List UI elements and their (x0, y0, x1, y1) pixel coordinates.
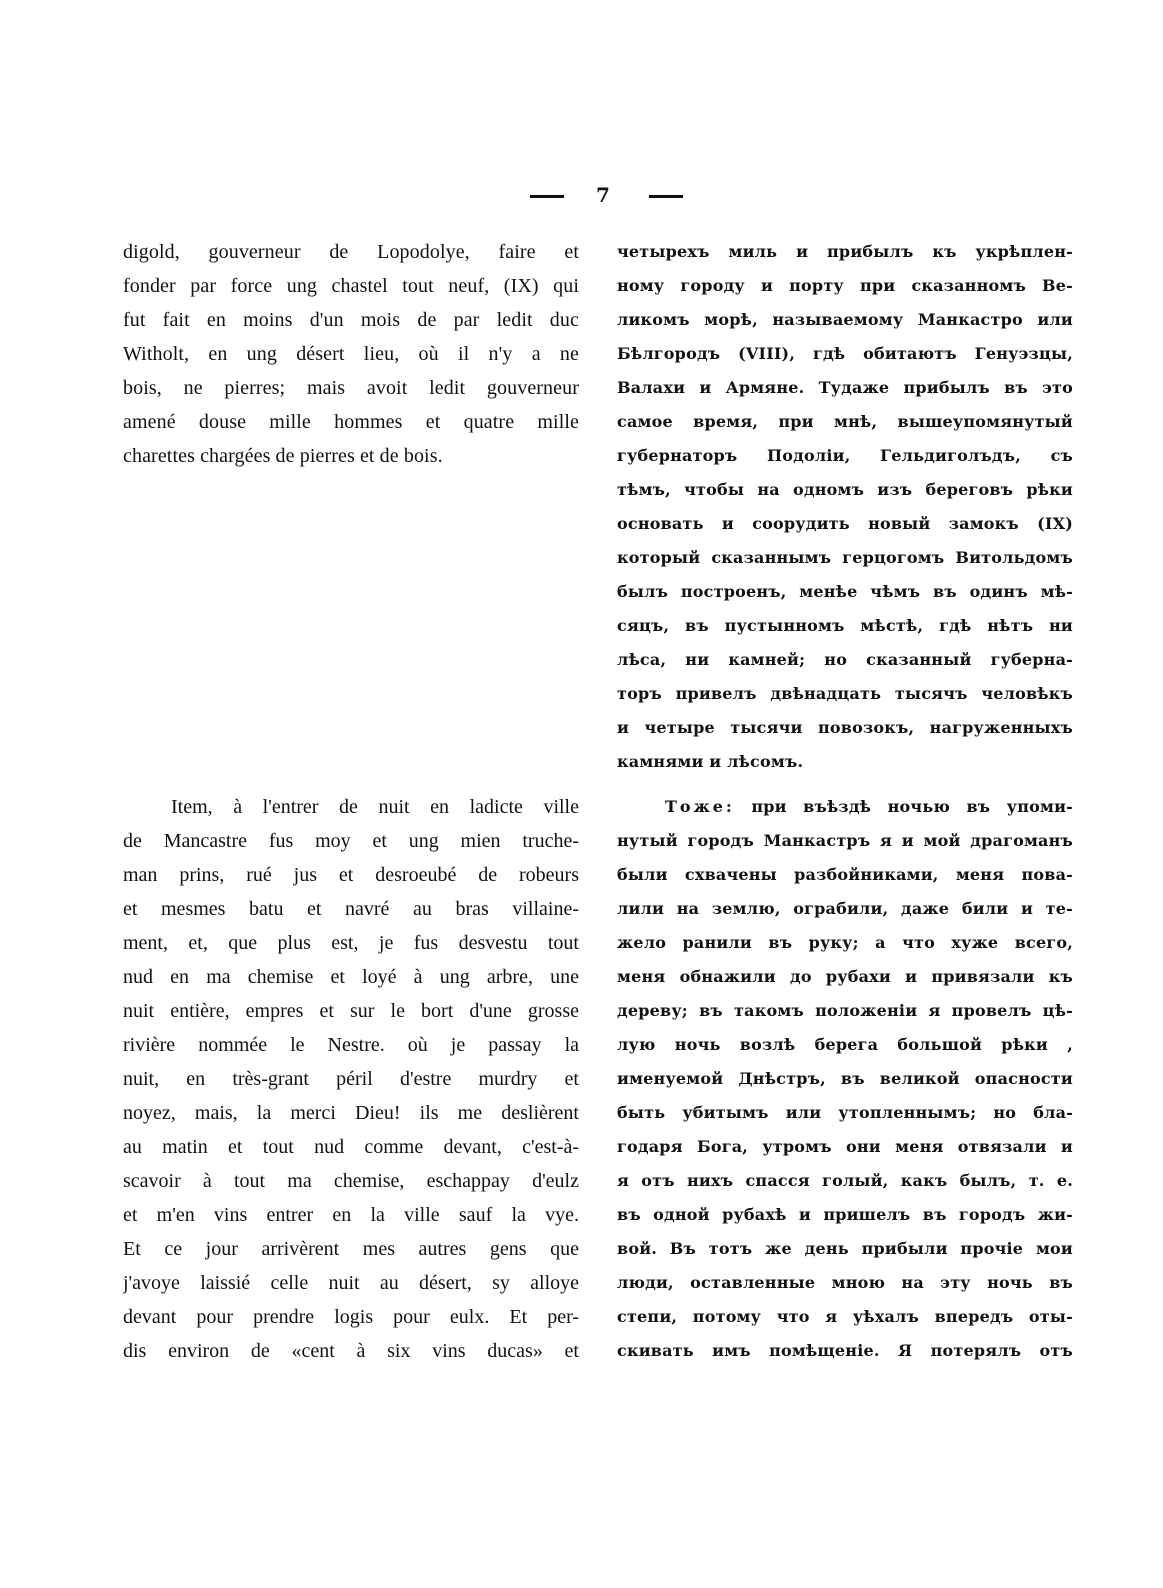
text-line: годаря Бога, утромъ они меня отвязали и (617, 1137, 1073, 1156)
text-line: были схвачены разбойниками, меня пова- (617, 865, 1073, 884)
text-line: nud en ma chemise et loyé à ung arbre, une (123, 966, 579, 988)
text-line: j'avoye laissié celle nuit au désert, sy alloye (123, 1272, 579, 1294)
text-line: степи, потому что я уѣхалъ впередъ оты- (617, 1307, 1073, 1326)
text-line: dis environ de «cent à six vins ducas» et (123, 1340, 579, 1362)
text-line: fonder par force ung chastel tout neuf, (IX) qui (123, 275, 579, 297)
text-line: Бѣлгородъ (VIII), гдѣ обитаютъ Генуэзцы, (617, 344, 1073, 363)
text-line: amené douse mille hommes et quatre mille (123, 411, 579, 433)
page-header (0, 183, 1163, 213)
text-line: меня обнажили до рубахи и привязали къ (617, 967, 1073, 986)
text-line: digold, gouverneur de Lopodolye, faire et (123, 241, 579, 263)
text-line: и четыре тысячи повозокъ, нагруженныхъ (617, 718, 1073, 737)
text-line: scavoir à tout ma chemise, eschappay d'eulz (123, 1170, 579, 1192)
text-line: fut fait en moins d'un mois de par ledit duc (123, 309, 579, 331)
text-line: нутый городъ Манкастръ я и мой драгоманъ (617, 831, 1073, 850)
text-line: вой. Въ тотъ же день прибыли прочіе мои (617, 1239, 1073, 1258)
text-line: man prins, rué jus et desroeubé de robeurs (123, 864, 579, 886)
page-number: 7 (596, 183, 610, 207)
text-line: charettes chargées de pierres et de bois. (123, 445, 443, 467)
text-line: былъ построенъ, менѣе чѣмъ въ одинъ мѣ- (617, 582, 1073, 601)
text-line: камнями и лѣсомъ. (617, 752, 804, 771)
french-column-paragraph-1 (123, 235, 579, 473)
text-line: быть убитымъ или утопленнымъ; но бла- (617, 1103, 1073, 1122)
text-line: губернаторъ Подоліи, Гельдиголъдъ, съ (617, 446, 1073, 465)
text-line: торъ привелъ двѣнадцать тысячъ человѣкъ (617, 684, 1073, 703)
paragraph-lead-word: Тоже: (665, 797, 735, 816)
text-line: лѣса, ни камней; но сказанный губерна- (617, 650, 1073, 669)
text-line: въ одной рубахѣ и пришелъ въ городъ жи- (617, 1205, 1073, 1224)
text-line: самое время, при мнѣ, вышеупомянутый (617, 412, 1073, 431)
text-line: et mesmes batu et navré au bras villaine- (123, 898, 579, 920)
text-line: et m'en vins entrer en la ville sauf la vye. (123, 1204, 579, 1226)
text-line: дереву; въ такомъ положеніи я провелъ цѣ- (617, 1001, 1073, 1020)
text-line: Item, à l'entrer de nuit en ladicte ville (171, 796, 579, 818)
text-line: тѣмъ, чтобы на одномъ изъ береговъ рѣки (617, 480, 1073, 499)
text-line: bois, ne pierres; mais avoit ledit gouverneur (123, 377, 579, 399)
text-line: rivière nommée le Nestre. où je passay la (123, 1034, 579, 1056)
text-line: лили на землю, ограбили, даже били и те- (617, 899, 1073, 918)
text-line: de Mancastre fus moy et ung mien truche- (123, 830, 579, 852)
text-line: ликомъ морѣ, называемому Манкастро или (617, 310, 1073, 329)
text-line: au matin et tout nud comme devant, c'est-à- (123, 1136, 579, 1158)
header-dash-left (530, 195, 564, 198)
text-line: nuit entière, empres et sur le bort d'une grosse (123, 1000, 579, 1022)
text-line: основать и соорудить новый замокъ (IX) (617, 514, 1073, 533)
text-line: сяцъ, въ пустынномъ мѣстѣ, гдѣ нѣтъ ни (617, 616, 1073, 635)
text-line: именуемой Днѣстръ, въ великой опасности (617, 1069, 1073, 1088)
text-line: люди, оставленные мною на эту ночь въ (617, 1273, 1073, 1292)
header-dash-right (649, 195, 683, 198)
text-line: я отъ нихъ спасся голый, какъ былъ, т. е. (617, 1171, 1073, 1190)
text-line: жело ранили въ руку; а что хуже всего, (617, 933, 1073, 952)
text-line (617, 790, 1073, 824)
text-line: ному городу и порту при сказанномъ Ве- (617, 276, 1073, 295)
russian-column-paragraph-1 (617, 235, 1073, 779)
text-line: лую ночь возлѣ берега большой рѣки , (617, 1035, 1073, 1054)
french-column-paragraph-2 (123, 790, 579, 1368)
text-line: Валахи и Армяне. Тудаже прибылъ въ это (617, 378, 1073, 397)
russian-column-paragraph-2 (617, 790, 1073, 1368)
text-line: Et ce jour arrivèrent mes autres gens que (123, 1238, 579, 1260)
text-line: nuit, en très-grant péril d'estre murdry et (123, 1068, 579, 1090)
text-line: Witholt, en ung désert lieu, où il n'y a ne (123, 343, 579, 365)
text-line: devant pour prendre logis pour eulx. Et per- (123, 1306, 579, 1328)
text-line: скивать имъ помѣщеніе. Я потерялъ отъ (617, 1341, 1073, 1360)
text-line: четырехъ миль и прибылъ къ укрѣплен- (617, 242, 1073, 261)
text-line: noyez, mais, la merci Dieu! ils me deslièrent (123, 1102, 579, 1124)
text-line: который сказаннымъ герцогомъ Витольдомъ (617, 548, 1073, 567)
text-line: ment, et, que plus est, je fus desvestu tout (123, 932, 579, 954)
text-line-rest: при въѣздѣ ночью въ упоми- (734, 797, 1073, 816)
